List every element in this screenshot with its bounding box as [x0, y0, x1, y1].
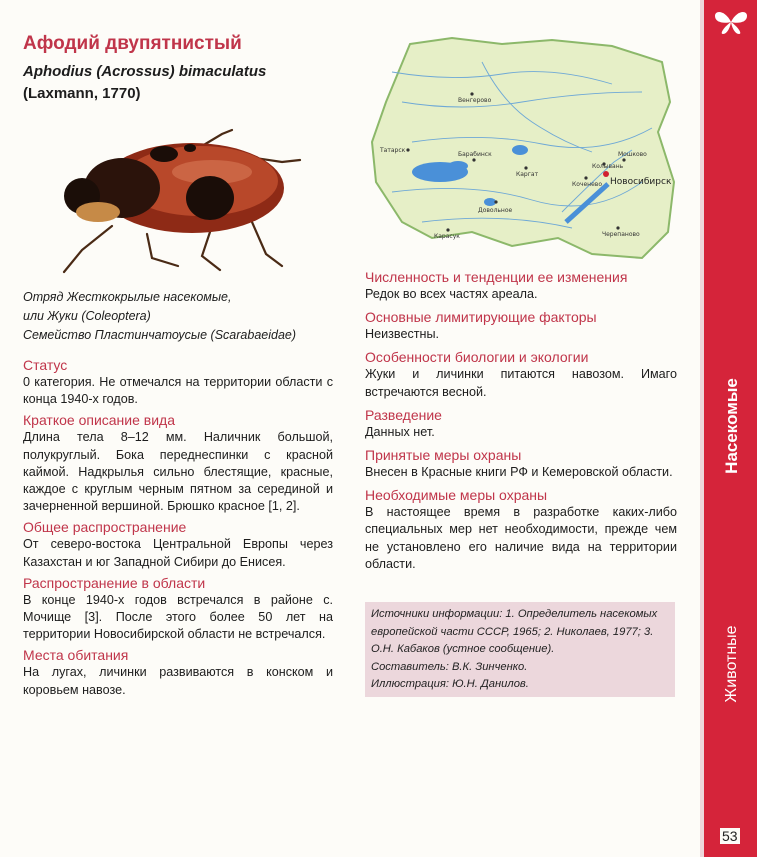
section-text-biology: Жуки и личинки питаются навозом. Имаго встречаются весной.: [365, 367, 677, 399]
page-title: Афодий двупятнистый: [23, 33, 242, 54]
latin-name: [23, 61, 266, 105]
taxonomy-order: Отряд Жесткокрылые насекомые,: [23, 290, 232, 304]
map-label-karasuk: Карасук: [434, 233, 460, 240]
taxonomy-block: [23, 288, 343, 345]
latin-author: (Laxmann, 1770): [23, 85, 141, 102]
section-heading-regional-range: Распространение в области: [23, 574, 206, 591]
sources-box: [365, 602, 675, 697]
section-text-abundance: Редок во всех частях ареала.: [365, 287, 538, 301]
sources-text: Источники информации: 1. Определитель насекомых европейской части СССР, 1965; 2. Николаев, 1977; 3. О.Н. Кабаков (устное сообщение).: [371, 608, 658, 655]
map-label-kolyvan: Колывань: [592, 163, 624, 170]
section-text-status: 0 категория. Не отмечался на территории области с конца 1940-х годов.: [23, 375, 333, 407]
section-heading-protection-needed: Необходимые меры охраны: [365, 487, 548, 504]
section-text-limiting-factors: Неизвестны.: [365, 327, 440, 342]
section-heading-abundance: Численность и тенденции ее изменения: [365, 269, 628, 285]
map-label-kargat: Каргат: [516, 171, 539, 178]
section-text-regional-range: В конце 1940-х годов встречался в районе с. Мочище [3]. После этого более 50 лет на территории Новосибирской области не встречался.: [23, 592, 333, 642]
section-heading-limiting-factors: Основные лимитирующие факторы: [365, 309, 597, 326]
section-heading-breeding: Разведение: [365, 406, 442, 423]
right-column: [365, 268, 677, 578]
left-column: [23, 356, 333, 702]
section-heading-biology: Особенности биологии и экологии: [365, 349, 589, 366]
map-label-kochenevo: Коченево: [572, 181, 602, 188]
section-heading-general-range: Общее распространение: [23, 519, 187, 536]
map-label-novosibirsk: Новосибирск: [610, 177, 672, 187]
map-label-moshkovo: Мошково: [618, 151, 647, 158]
map-label-cherepanovo: Черепаново: [602, 231, 640, 238]
section-text-general-range: От северо-востока Центральной Европы через Казахстан и юг Западной Сибири до Енисея.: [23, 537, 333, 569]
map-label-dovolnoe: Довольное: [478, 207, 513, 214]
map-label-vengerovo: Венгерово: [458, 97, 492, 104]
compiler-credit: Составитель: В.К. Зинченко.: [371, 660, 528, 673]
section-text-protection-needed: В настоящее время в разработке каких-либо специальных мер нет необходимости, прежде чем не установлено его наличие вида на территории области.: [365, 505, 677, 571]
beetle-illustration: [52, 126, 302, 276]
illustration-credit: Иллюстрация: Ю.Н. Данилов.: [371, 678, 529, 690]
section-heading-protection-taken: Принятые меры охраны: [365, 447, 522, 464]
map-label-barabinsk: Барабинск: [458, 151, 492, 158]
sidebar-category-label: Животные: [723, 625, 740, 703]
sidebar-section-label: Насекомые: [722, 378, 741, 474]
section-text-habitat: На лугах, личинки развиваются в конском и коровьем навозе.: [23, 665, 333, 697]
map-label-tatarsk: Татарск: [380, 147, 406, 154]
section-text-description: Длина тела 8–12 мм. Наличник большой, полукруглый. Бока переднеспинки с красной каймой. Надкрылья сильно блестящие, красные, каждое с круглым черным пятном за серединой и зачерненной вершиной. Брюшко красное [1, 2].: [23, 430, 333, 514]
range-map: [362, 32, 680, 264]
taxonomy-family: Семейство Пластинчатоусые (Scarabaeidae): [23, 328, 297, 342]
section-heading-habitat: Места обитания: [23, 647, 129, 664]
section-heading-status: Статус: [23, 357, 68, 373]
taxonomy-order-alt: или Жуки (Coleoptera): [23, 309, 151, 323]
section-heading-description: Краткое описание вида: [23, 412, 175, 429]
section-text-breeding: Данных нет.: [365, 424, 435, 439]
section-text-protection-taken: Внесен в Красные книги РФ и Кемеровской области.: [365, 465, 673, 480]
page-number: 53: [722, 828, 738, 844]
latin-binomial: Aphodius (Acrossus) bimaculatus: [23, 63, 267, 80]
butterfly-icon: [713, 8, 749, 36]
